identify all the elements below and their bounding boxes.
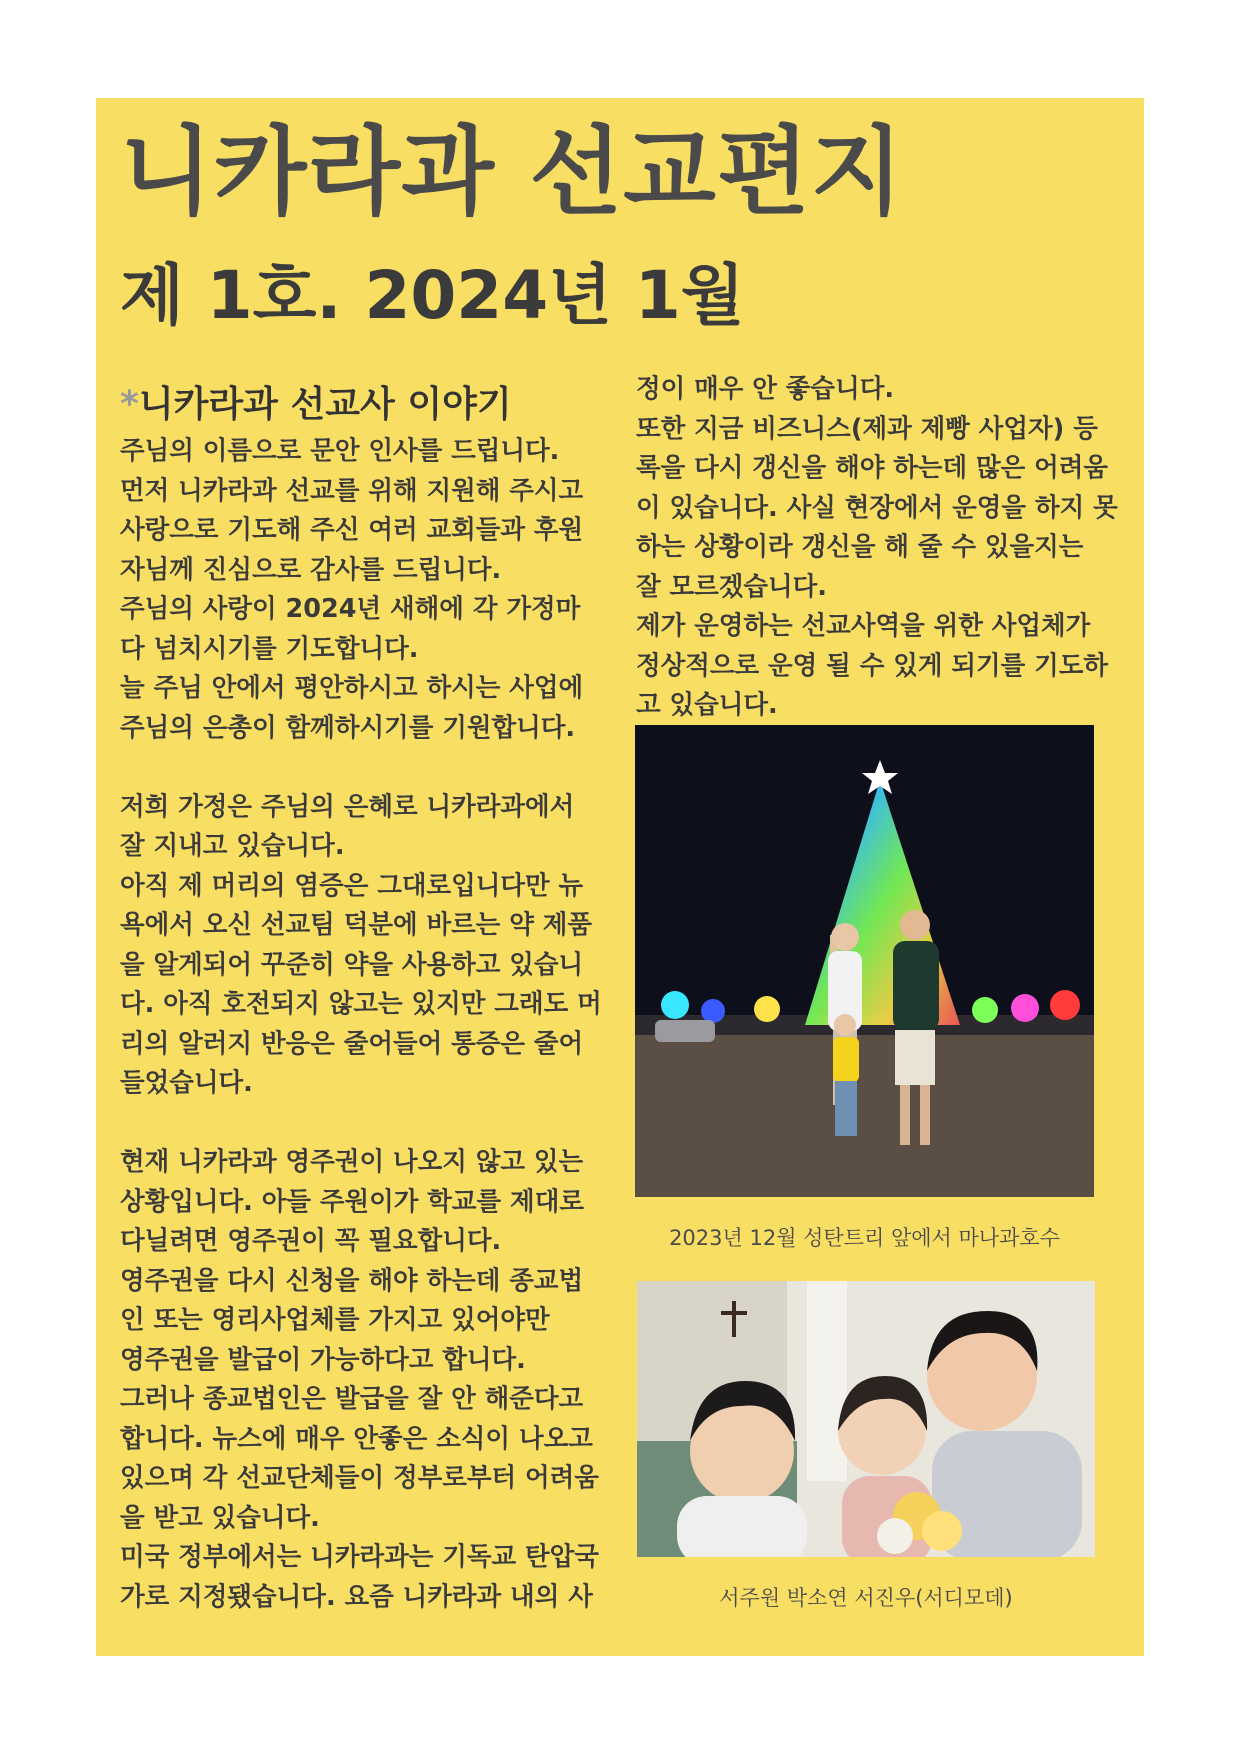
star-bullet: *	[120, 384, 139, 425]
text-line: 영주권을 다시 신청을 해야 하는데 종교법	[120, 1265, 584, 1296]
text-line: 리의 알러지 반응은 줄어들어 통증은 줄어	[120, 1028, 584, 1059]
text-line: 주님의 사랑이 2024년 새해에 각 가정마	[120, 594, 581, 624]
text-line: 늘 주님 안에서 평안하시고 하시는 사업에	[120, 673, 584, 703]
text-line: 하는 상황이라 갱신을 해 줄 수 있을지는	[636, 532, 1084, 562]
text-line: 미국 정부에서는 니카라과는 기독교 탄압국	[120, 1542, 599, 1572]
text-line: 정상적으로 운영 될 수 있게 되기를 기도하	[636, 650, 1109, 681]
text-line: 사랑으로 기도해 주신 여러 교회들과 후원	[120, 515, 584, 545]
text-line: 주님의 은총이 함께하시기를 기원합니다.	[120, 712, 576, 743]
text-line: 있으며 각 선교단체들이 정부로부터 어려움	[120, 1463, 599, 1493]
text-line: 을 받고 있습니다.	[120, 1502, 320, 1533]
family-selfie-photo	[637, 1281, 1095, 1557]
photo2-caption: 서주원 박소연 서진우(서디모데)	[719, 1586, 1013, 1610]
paragraph-gap	[120, 748, 620, 788]
text-line: 욕에서 오신 선교팀 덕분에 바르는 약 제품	[120, 910, 593, 940]
text-line: 다 넘치시기를 기도합니다.	[120, 633, 419, 664]
text-line: 정이 매우 안 좋습니다.	[636, 374, 895, 404]
newsletter-title: 니카라과 선교편지	[120, 116, 905, 228]
christmas-tree-family-photo	[635, 725, 1094, 1197]
text-line: 다. 아직 호전되지 않고는 있지만 그래도 머	[120, 989, 602, 1019]
left-column-text	[120, 432, 620, 1617]
section-title	[120, 376, 512, 427]
text-line: 저희 가정은 주님의 은혜로 니카라과에서	[120, 791, 575, 822]
text-line: 현재 니카라과 영주권이 나오지 않고 있는	[120, 1147, 584, 1177]
text-line: 을 알게되어 꾸준히 약을 사용하고 있습니	[120, 949, 584, 980]
text-line: 제가 운영하는 선교사역을 위한 사업체가	[636, 611, 1091, 641]
text-line: 또한 지금 비즈니스(제과 제빵 사업자) 등	[636, 413, 1098, 444]
text-line: 다닐려면 영주권이 꼭 필요합니다.	[120, 1226, 502, 1256]
paragraph-gap	[120, 1104, 620, 1144]
text-line: 잘 모르겠습니다.	[636, 571, 827, 602]
text-line: 인 또는 영리사업체를 가지고 있어야만	[120, 1305, 550, 1335]
text-line: 이 있습니다. 사실 현장에서 운영을 하지 못	[636, 492, 1118, 523]
text-line: 자님께 진심으로 감사를 드립니다.	[120, 554, 502, 585]
text-line: 잘 지내고 있습니다.	[120, 831, 345, 861]
text-line: 고 있습니다.	[636, 690, 778, 720]
text-line: 가로 지정됐습니다. 요즘 니카라과 내의 사	[120, 1581, 593, 1612]
text-line: 영주권을 발급이 가능하다고 합니다.	[120, 1344, 526, 1375]
text-line: 록을 다시 갱신을 해야 하는데 많은 어려움	[636, 453, 1109, 483]
issue-number-date: 제 1호. 2024년 1월	[120, 257, 745, 334]
right-column-text	[636, 370, 1126, 726]
photo1-caption: 2023년 12월 성탄트리 앞에서 마나과호수	[669, 1226, 1060, 1250]
text-line: 합니다. 뉴스에 매우 안좋은 소식이 나오고	[120, 1423, 593, 1454]
text-line: 먼저 니카라과 선교를 위해 지원해 주시고	[120, 475, 584, 506]
text-line: 그러나 종교법인은 발급을 잘 안 해준다고	[120, 1384, 584, 1414]
text-line: 아직 제 머리의 염증은 그대로입니다만 뉴	[120, 870, 584, 901]
text-line: 주님의 이름으로 문안 인사를 드립니다.	[120, 436, 560, 466]
text-line: 상황입니다. 아들 주원이가 학교를 제대로	[120, 1186, 584, 1217]
section-title-text: 니카라과 선교사 이야기	[138, 384, 512, 425]
text-line: 들었습니다.	[120, 1068, 253, 1098]
